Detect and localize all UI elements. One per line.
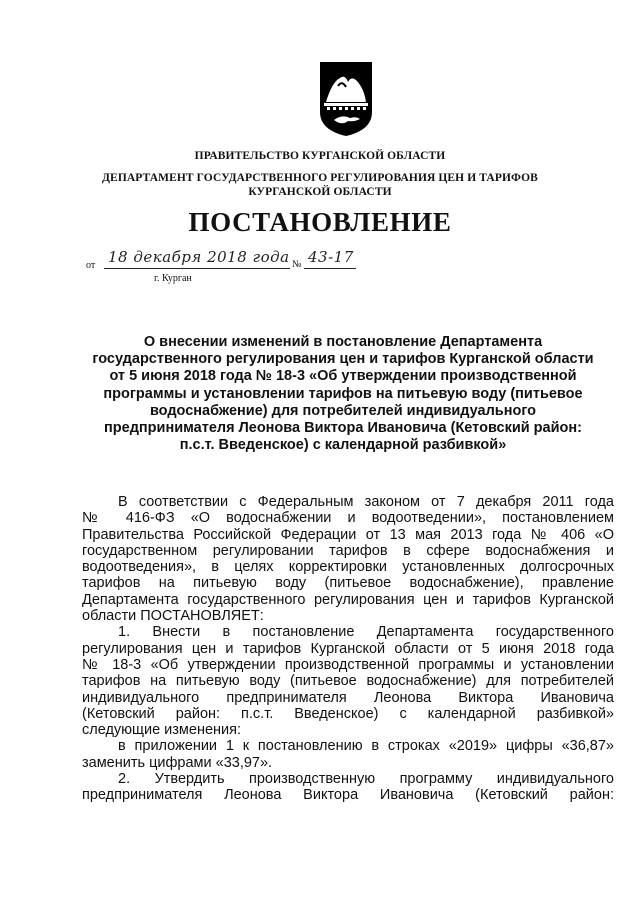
body-line: № 18-3 «Об утверждении производственной программы и установлении	[82, 656, 614, 673]
body-line: (Кетовский район: п.с.т. Введенское) с календарной разбивкой»	[82, 705, 614, 722]
body-line: в приложении 1 к постановлению в строках «2019» цифры «36,87»	[118, 738, 614, 755]
document-title: ПОСТАНОВЛЕНИЕ	[188, 207, 452, 237]
date-prefix: от	[86, 260, 96, 271]
resolution-heading	[60, 334, 626, 454]
body-line: Правительства Российской Федерации от 13 мая 2013 года № 406 «О	[82, 526, 614, 543]
body-line: государственном регулировании тарифов в сфере водоснабжения и	[82, 542, 614, 559]
body-line: 2. Утвердить производственную программу индивидуального	[118, 771, 614, 788]
body-line: заменить цифрами «33,97».	[82, 754, 273, 771]
body-line: Департамента государственного регулирования цен и тарифов Курганской	[82, 591, 614, 608]
kurgan-coat-of-arms-icon	[318, 60, 374, 138]
place-label: г. Курган	[154, 273, 192, 284]
number-label: №	[292, 259, 302, 270]
heading-line: от 5 июня 2018 года № 18-3 «Об утверждении производственной	[109, 368, 577, 385]
heading-line: предпринимателя Леонова Виктора Ивановича (Кетовский район:	[104, 420, 582, 437]
body-line: регулирования цен и тарифов Курганской области от 5 июня 2018 года	[82, 640, 614, 657]
number-underline	[304, 268, 356, 269]
body-line: водоотведения», в целях корректировки установленных долгосрочных	[82, 559, 614, 576]
body-line: тарифов на питьевую воду (питьевое водоснабжение), правление	[82, 575, 614, 592]
heading-line: О внесении изменений в постановление Департамента	[143, 334, 543, 350]
body-line: области ПОСТАНОВЛЯЕТ:	[82, 608, 264, 625]
heading-line: п.с.т. Введенское) с календарной разбивкой»	[179, 437, 507, 454]
government-name: ПРАВИТЕЛЬСТВО КУРГАНСКОЙ ОБЛАСТИ	[194, 150, 446, 162]
department-name-line-2: КУРГАНСКОЙ ОБЛАСТИ	[248, 186, 392, 198]
body-line: индивидуального предпринимателя Леонова Виктора Ивановича	[82, 689, 614, 706]
handwritten-number: 43-17	[308, 248, 354, 266]
heading-line: водоснабжение) для потребителей индивидуального	[149, 402, 537, 419]
department-name-line-1: ДЕПАРТАМЕНТ ГОСУДАРСТВЕННОГО РЕГУЛИРОВАНИЯ ЦЕН И ТАРИФОВ	[102, 172, 538, 184]
date-underline	[104, 268, 290, 269]
body-line: тарифов на питьевую воду (питьевое водоснабжение) для потребителей	[82, 673, 614, 690]
body-line: следующие изменения:	[82, 722, 242, 739]
body-line: № 416-ФЗ «О водоснабжении и водоотведении», постановлением	[82, 510, 614, 527]
body-line: В соответствии с Федеральным законом от 7 декабря 2011 года	[118, 494, 614, 510]
date-number-line	[86, 248, 386, 288]
body-line: предпринимателя Леонова Виктора Ивановича (Кетовский район:	[82, 787, 614, 804]
body-line: 1. Внести в постановление Департамента государственного	[118, 624, 614, 641]
heading-line: государственного регулирования цен и тарифов Курганской области	[92, 351, 594, 368]
handwritten-date: 18 декабря 2018 года	[108, 248, 290, 266]
heading-line: программы и установлении тарифов на питьевую воду (питьевое	[103, 385, 583, 402]
document-body	[82, 494, 614, 804]
